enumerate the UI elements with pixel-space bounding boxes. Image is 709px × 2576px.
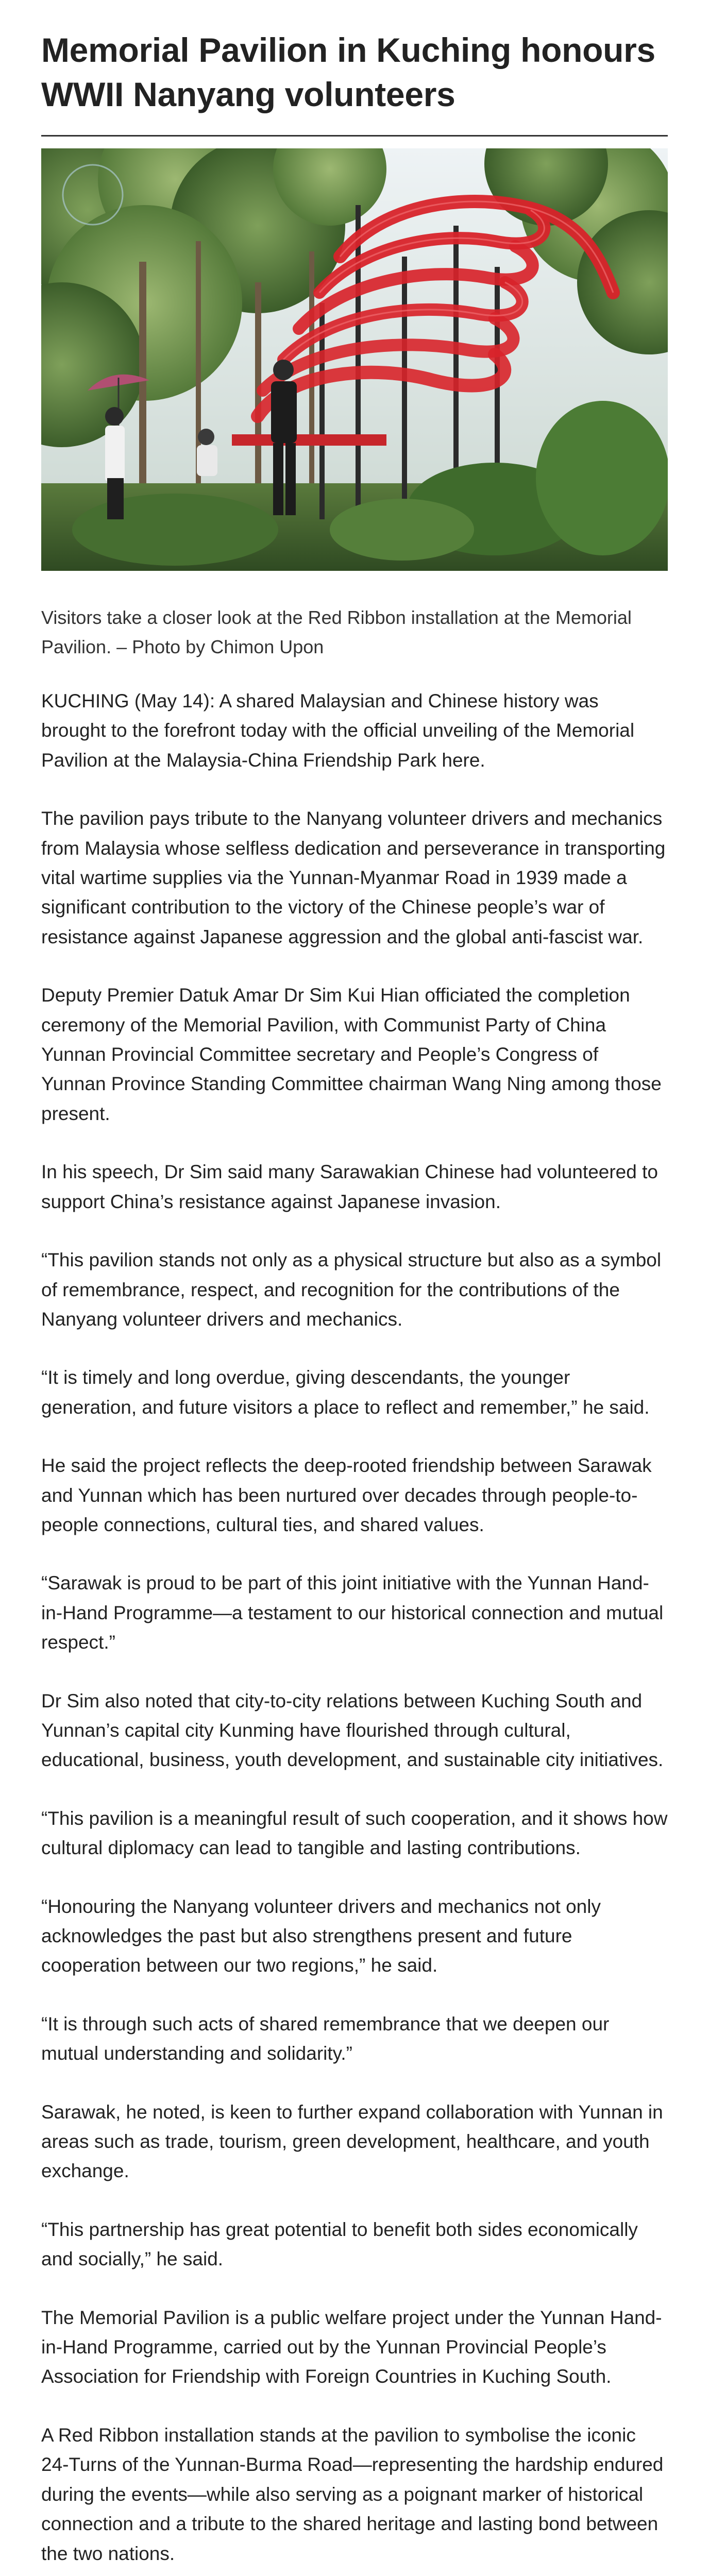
article-body <box>41 686 668 2576</box>
paragraph: “This pavilion is a meaningful result of such cooperation, and it shows how cultural diplomacy can lead to tangible and lasting contributions. <box>41 1807 668 1859</box>
paragraph: The Memorial Pavilion is a public welfare project under the Yunnan Hand-in-Hand Programme, carried out by the Yunnan Provincial People’s Association for Friendship with Foreign Countries in Kuching South. <box>41 2307 662 2387</box>
paragraph: A Red Ribbon installation stands at the pavilion to symbolise the iconic 24-Turns of the Yunnan-Burma Road—representing the hardship endured during the events—while also serving as a poignant marker of historical connection and a tribute to the shared heritage and lasting bond between the two nations. <box>41 2424 664 2564</box>
paragraph: “It is timely and long overdue, giving descendants, the younger generation, and future visitors a place to reflect and remember,” he said. <box>41 1367 650 1418</box>
paragraph: In his speech, Dr Sim said many Sarawakian Chinese had volunteered to support China’s resistance against Japanese invasion. <box>41 1161 658 1212</box>
paragraph: Sarawak, he noted, is keen to further expand collaboration with Yunnan in areas such as trade, tourism, green development, healthcare, and youth exchange. <box>41 2101 663 2182</box>
paragraph: He said the project reflects the deep-rooted friendship between Sarawak and Yunnan which has been nurtured over decades through people-to-people connections, cultural ties, and shared values. <box>41 1455 652 1535</box>
paragraph: “This partnership has great potential to benefit both sides economically and socially,” he said. <box>41 2218 638 2270</box>
paragraph: The pavilion pays tribute to the Nanyang volunteer drivers and mechanics from Malaysia whose selfless dedication and perseverance in transporting vital wartime supplies via the Yunnan-Myanmar Road in 1939 made a significant contribution to the victory of the Chinese people’s war of resistance against Japanese aggression and the global anti-fascist war. <box>41 808 666 947</box>
paragraph: KUCHING (May 14): A shared Malaysian and Chinese history was brought to the forefront today with the official unveiling of the Memorial Pavilion at the Malaysia-China Friendship Park here. <box>41 690 635 771</box>
headline-divider <box>41 135 668 137</box>
paragraph: Deputy Premier Datuk Amar Dr Sim Kui Hian officiated the completion ceremony of the Memorial Pavilion, with Communist Party of China Yunnan Provincial Committee secretary and People’s Congress of Yunnan Province Standing Committee chairman Wang Ning among those present. <box>41 985 662 1124</box>
article-photo <box>41 148 668 571</box>
paragraph: “Sarawak is proud to be part of this joint initiative with the Yunnan Hand-in-Hand Programme—a testament to our historical connection and mutual respect.” <box>41 1572 664 1653</box>
paragraph: “It is through such acts of shared remembrance that we deepen our mutual understanding and solidarity.” <box>41 2013 610 2064</box>
photo-caption: Visitors take a closer look at the Red Ribbon installation at the Memorial Pavilion. – Photo by Chimon Upon <box>41 607 632 657</box>
paragraph: Dr Sim also noted that city-to-city relations between Kuching South and Yunnan’s capital city Kunming have flourished through cultural, educational, business, youth development, and sustainable city initiatives. <box>41 1690 664 1771</box>
red-ribbon-installation-photo <box>41 148 668 571</box>
headline: Memorial Pavilion in Kuching honours WWII Nanyang volunteers <box>41 31 655 113</box>
paragraph: “This pavilion stands not only as a physical structure but also as a symbol of remembrance, respect, and recognition for the contributions of the Nanyang volunteer drivers and mechanics. <box>41 1249 662 1330</box>
paragraph: “Honouring the Nanyang volunteer drivers and mechanics not only acknowledges the past but also strengthens present and future cooperation between our two regions,” he said. <box>41 1895 601 1976</box>
